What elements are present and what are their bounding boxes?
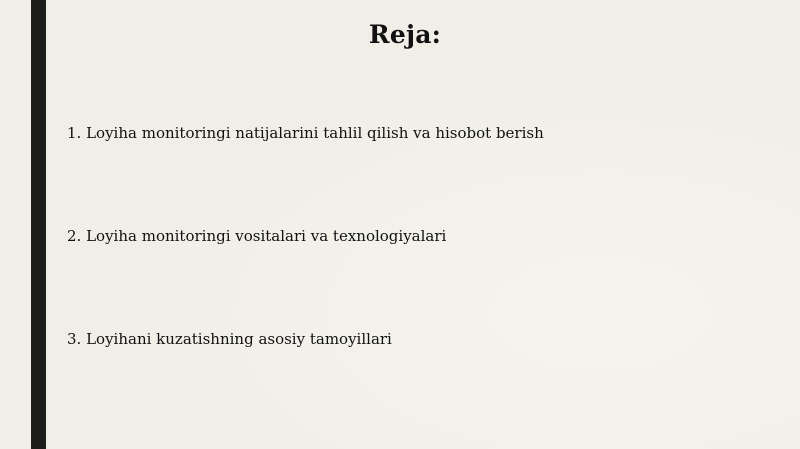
- slide-title: Reja:: [368, 20, 442, 49]
- plan-item-2: 2. Loyiha monitoringi vositalari va texnologiyalari: [67, 227, 447, 245]
- plan-item-3: 3. Loyihani kuzatishning asosiy tamoyillari: [67, 330, 392, 348]
- left-accent-bar: [31, 0, 46, 449]
- plan-item-1: 1. Loyiha monitoringi natijalarini tahlil qilish va hisobot berish: [67, 124, 544, 142]
